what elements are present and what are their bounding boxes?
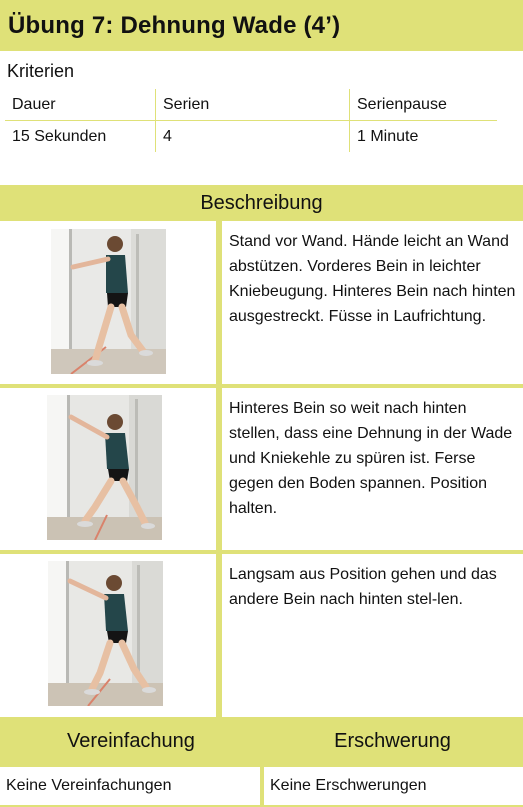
criteria-value-rest: 1 Minute: [350, 121, 498, 153]
criteria-value-row: [5, 121, 497, 153]
page-title: Übung 7: Dehnung Wade (4’): [8, 11, 341, 39]
step-3-text: Langsam aus Position gehen und das andere Bein nach hinten stel-len.: [222, 554, 523, 717]
description-heading: Beschreibung: [0, 185, 523, 221]
criteria-header-row: [5, 89, 497, 121]
step-2-text: Hinteres Bein so weit nach hinten stellen, dass eine Dehnung in der Wade und Kniekehle zu spüren ist. Ferse gegen den Boden spannen. Position halten.: [222, 388, 523, 550]
criteria-value-duration: 15 Sekunden: [12, 127, 107, 145]
criteria-header-rest: Serienpause: [350, 89, 498, 121]
criteria-header-sets: Serien: [156, 89, 350, 121]
criteria-label: Kriterien: [7, 61, 75, 81]
stretch-step-2-photo: [47, 395, 162, 540]
variations-heading-row: [0, 717, 523, 765]
step-1-image-cell: [0, 221, 216, 384]
criteria-header-duration: Dauer: [5, 89, 156, 121]
description-grid: [0, 221, 523, 717]
title-bar: [0, 0, 523, 51]
easier-heading: Vereinfachung: [0, 717, 262, 765]
easier-text: Keine Vereinfachungen: [0, 767, 260, 805]
harder-text: Keine Erschwerungen: [264, 767, 523, 805]
criteria-value-sets: 4: [156, 121, 350, 153]
step-2-image-cell: [0, 388, 216, 550]
step-1-text: Stand vor Wand. Hände leicht an Wand abstützen. Vorderes Bein in leichter Kniebeugung. Hinteres Bein nach hinten ausgestreckt. Füsse in Laufrichtung.: [222, 221, 523, 384]
variations-content-row: [0, 765, 523, 807]
criteria-table: [5, 89, 497, 152]
step-3-image-cell: [0, 554, 216, 717]
stretch-step-1-photo: [51, 229, 166, 374]
stretch-step-3-photo: [48, 561, 163, 706]
harder-heading: Erschwerung: [262, 717, 523, 765]
